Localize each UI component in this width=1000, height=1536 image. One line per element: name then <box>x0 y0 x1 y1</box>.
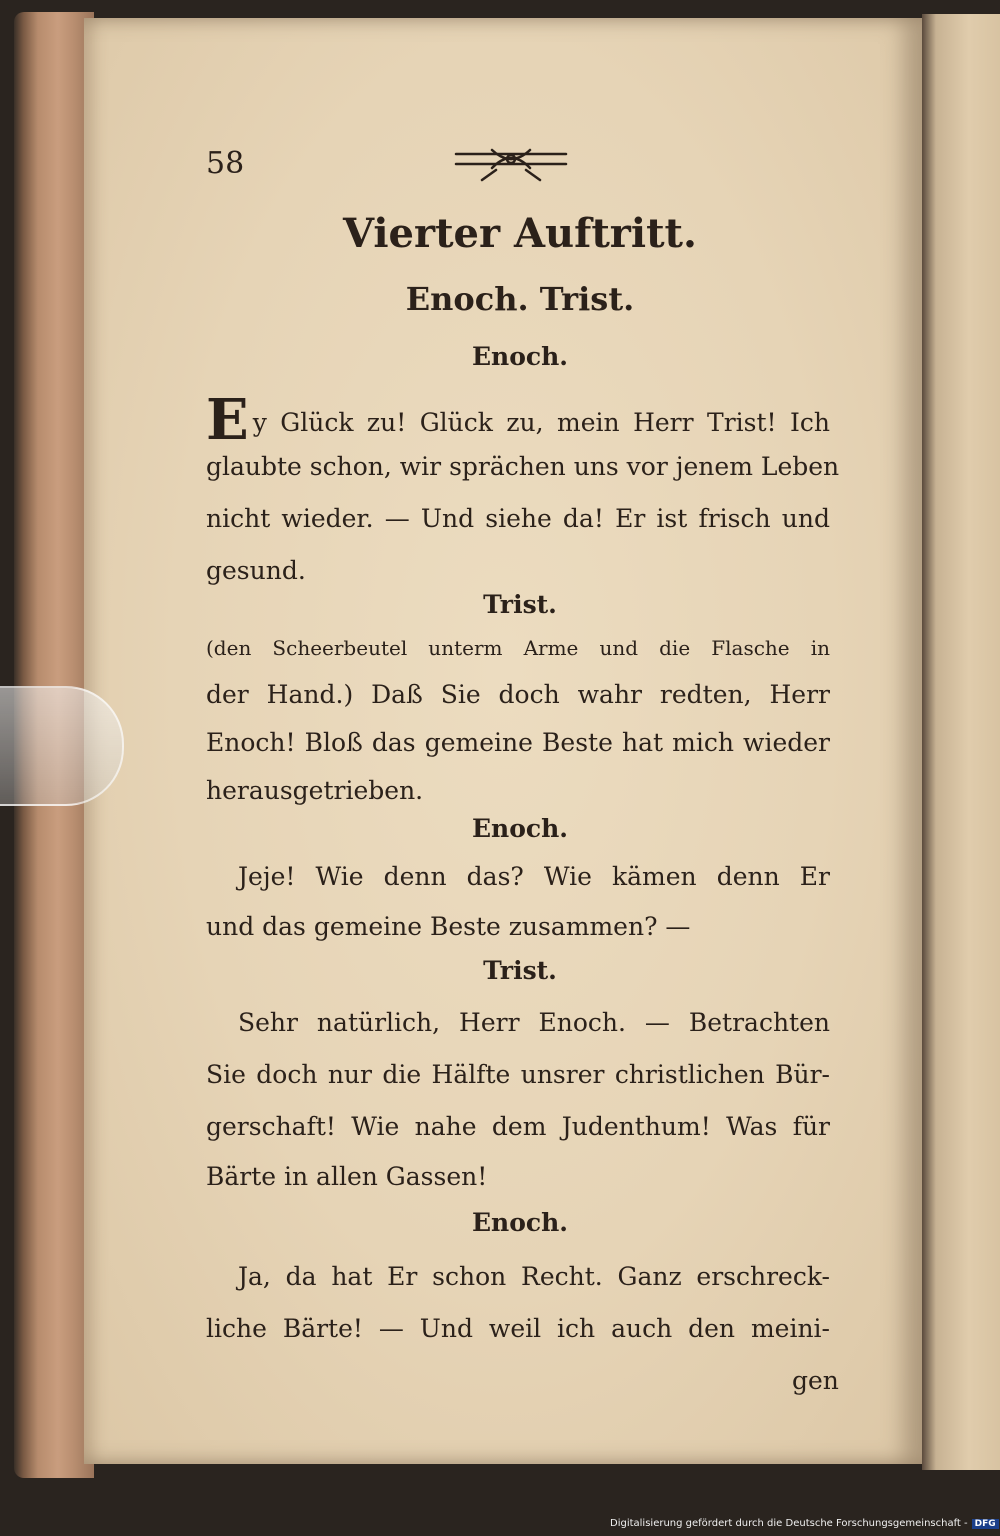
credit-text: Digitalisierung gefördert durch die Deutsche Forschungsgemeinschaft - <box>610 1518 968 1529</box>
speaker-name: Enoch. <box>471 342 568 371</box>
text-line: gerschaft! Wie nahe dem Judenthum! Was für <box>206 1112 830 1141</box>
dfg-logo: DFG <box>972 1519 999 1529</box>
page-clip <box>0 686 124 806</box>
text-line <box>206 387 830 453</box>
text-line: glaubte schon, wir sprächen uns vor jenem Leben <box>206 452 840 481</box>
ornament-icon <box>452 140 570 184</box>
catchword: gen <box>792 1366 839 1395</box>
scene-title: Vierter Auftritt. <box>343 210 697 257</box>
speaker-name: Enoch. <box>471 814 568 843</box>
text-line: Sie doch nur die Hälfte unsrer christlichen Bür- <box>206 1060 830 1089</box>
speaker-name: Trist. <box>483 956 557 985</box>
digitization-credit <box>610 1518 999 1529</box>
drop-cap: E <box>206 387 249 453</box>
text-line: Jeje! Wie denn das? Wie kämen denn Er <box>238 862 830 891</box>
text-line: Enoch! Bloß das gemeine Beste hat mich wieder <box>206 728 830 757</box>
text-line: der Hand.) Daß Sie doch wahr redten, Herr <box>206 680 830 709</box>
page-number: 58 <box>206 146 245 181</box>
text-line: liche Bärte! — Und weil ich auch den meini- <box>206 1314 830 1343</box>
stage-direction: (den Scheerbeutel unterm Arme und die Flasche in <box>206 636 830 660</box>
text-line-content: y Glück zu! Glück zu, mein Herr Trist! Ich <box>252 408 830 437</box>
text-line: Ja, da hat Er schon Recht. Ganz erschreck- <box>238 1262 830 1291</box>
scene-persons: Enoch. Trist. <box>405 280 635 318</box>
text-line: und das gemeine Beste zusammen? — <box>206 912 691 941</box>
text-line: gesund. <box>206 556 306 585</box>
text-line: Bärte in allen Gassen! <box>206 1162 488 1191</box>
speaker-name: Trist. <box>483 590 557 619</box>
text-line: nicht wieder. — Und siehe da! Er ist frisch und <box>206 504 830 533</box>
text-line: Sehr natürlich, Herr Enoch. — Betrachten <box>238 1008 830 1037</box>
speaker-name: Enoch. <box>471 1208 568 1237</box>
text-line: herausgetrieben. <box>206 776 424 805</box>
